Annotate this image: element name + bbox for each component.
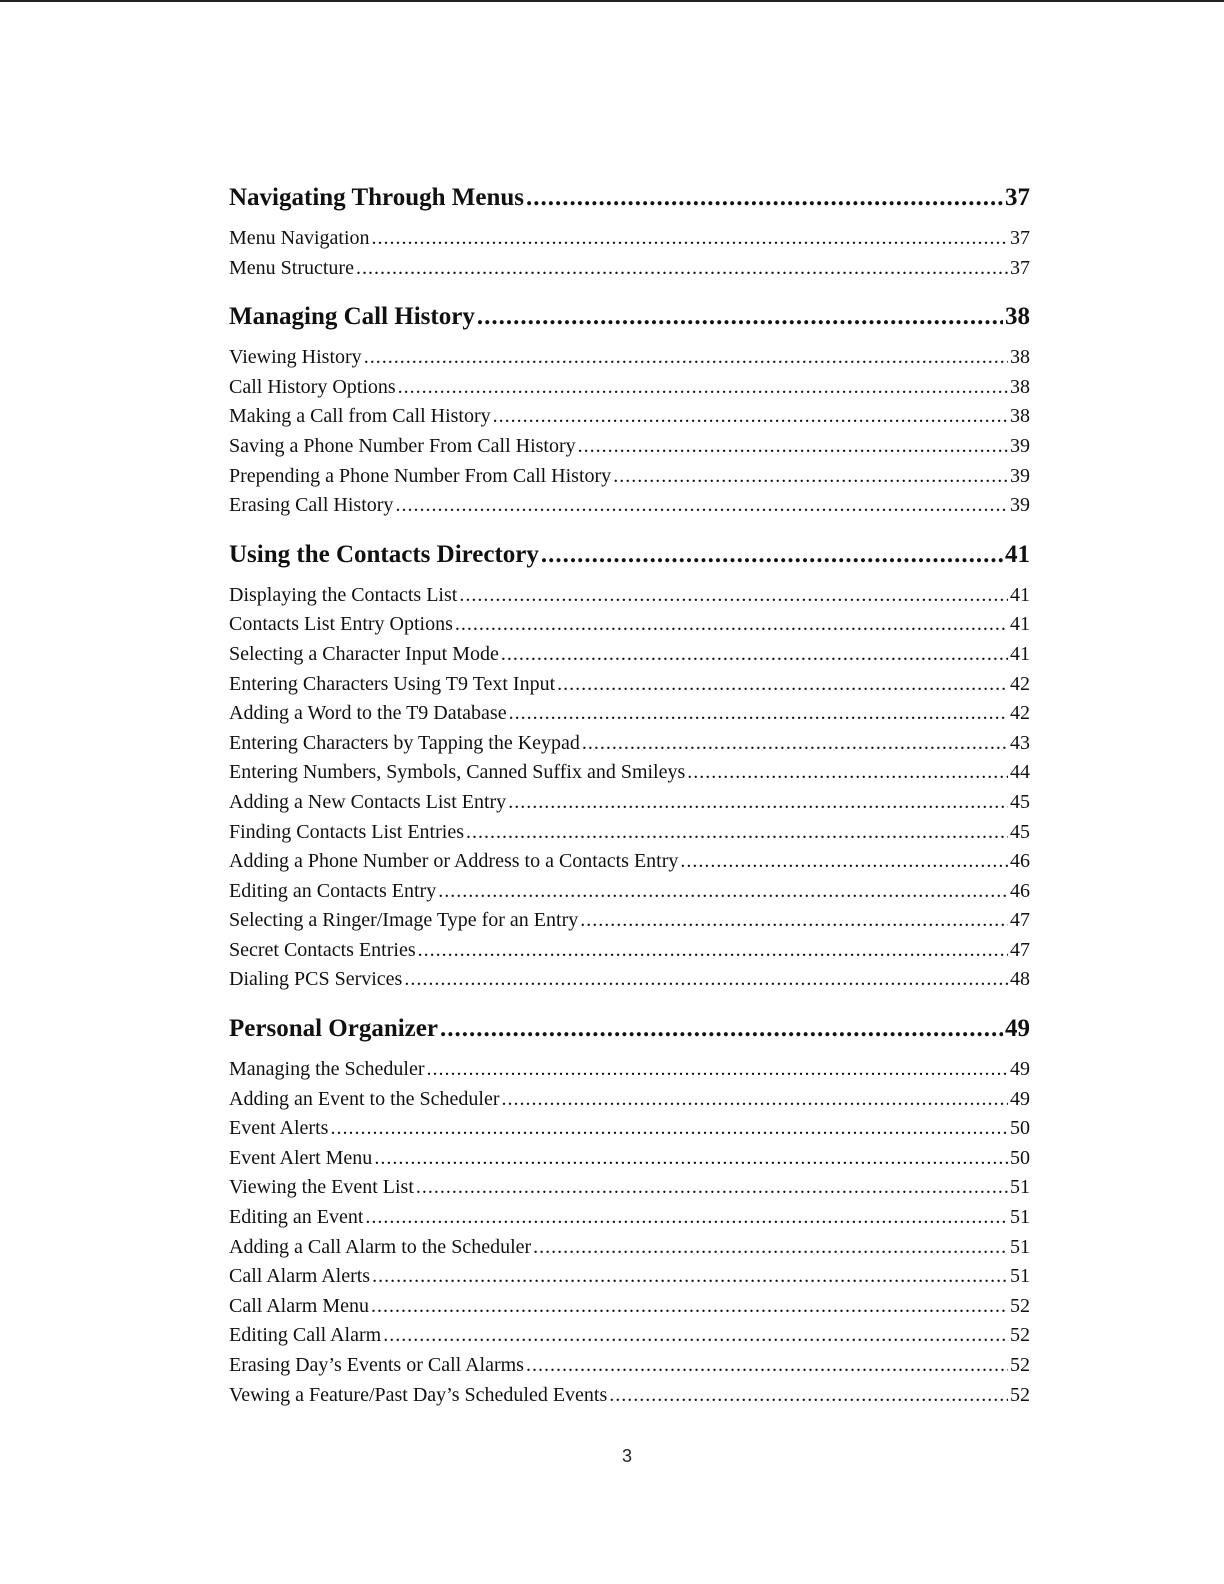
- entry-title: Call History Options: [229, 375, 396, 398]
- entry-page: 51: [1010, 1265, 1030, 1288]
- dot-leader: [502, 1085, 1009, 1115]
- entry-page: 50: [1010, 1117, 1030, 1140]
- section-heading[interactable]: [229, 297, 1030, 337]
- dot-leader: [526, 178, 1003, 218]
- entry-page: 42: [1010, 702, 1030, 725]
- entry-title: Selecting a Character Input Mode: [229, 642, 499, 665]
- dot-leader: [418, 936, 1008, 966]
- dot-leader: [509, 699, 1008, 729]
- dot-leader: [477, 297, 1003, 337]
- toc-entry[interactable]: [229, 818, 1030, 848]
- entry-page: 37: [1010, 227, 1030, 249]
- dot-leader: [526, 1351, 1008, 1381]
- toc-entry[interactable]: [229, 462, 1030, 492]
- dot-leader: [372, 1262, 1008, 1292]
- entry-title: Adding a Word to the T9 Database: [229, 702, 507, 725]
- dot-leader: [613, 462, 1008, 492]
- section-entries: [229, 581, 1030, 995]
- entry-title: Editing an Contacts Entry: [229, 879, 437, 902]
- entry-page: 52: [1010, 1324, 1030, 1347]
- toc-entry[interactable]: [229, 581, 1030, 611]
- dot-leader: [372, 224, 1008, 254]
- section-heading[interactable]: [229, 535, 1030, 575]
- toc-entry[interactable]: [229, 491, 1030, 521]
- section-page: 49: [1005, 1015, 1030, 1043]
- entry-page: 45: [1010, 790, 1030, 813]
- toc-entry[interactable]: [229, 1262, 1030, 1292]
- entry-page: 47: [1010, 909, 1030, 932]
- entry-page: 49: [1010, 1058, 1030, 1081]
- entry-page: 52: [1010, 1354, 1030, 1376]
- toc-entry[interactable]: [229, 1203, 1030, 1233]
- entry-page: 51: [1010, 1176, 1030, 1199]
- toc-entry[interactable]: [229, 373, 1030, 403]
- entry-title: Dialing PCS Services: [229, 968, 403, 991]
- toc-entry[interactable]: [229, 343, 1030, 373]
- entry-page: 43: [1010, 731, 1030, 754]
- entry-page: 47: [1010, 938, 1030, 961]
- dot-leader: [395, 491, 1008, 521]
- dot-leader: [609, 1381, 1008, 1411]
- section-title: Using the Contacts Directory: [229, 540, 539, 568]
- dot-leader: [416, 1173, 1008, 1203]
- entry-title: Adding a Phone Number or Address to a Contacts Entry: [229, 850, 679, 873]
- dot-leader: [438, 877, 1008, 907]
- dot-leader: [383, 1321, 1008, 1351]
- dot-leader: [364, 343, 1008, 373]
- toc-entry[interactable]: [229, 1381, 1030, 1411]
- toc-entry[interactable]: [229, 965, 1030, 995]
- entry-title: Call Alarm Alerts: [229, 1265, 371, 1288]
- toc-entry[interactable]: [229, 1173, 1030, 1203]
- top-border-rule: [0, 0, 1224, 2]
- toc-entry[interactable]: [229, 1351, 1030, 1381]
- entry-title: Menu Navigation: [229, 227, 370, 249]
- toc-entry[interactable]: [229, 906, 1030, 936]
- entry-title: Displaying the Contacts List: [229, 583, 458, 606]
- toc-entry[interactable]: [229, 847, 1030, 877]
- toc-entry[interactable]: [229, 699, 1030, 729]
- entry-title: Entering Characters Using T9 Text Input: [229, 672, 556, 695]
- entry-title: Secret Contacts Entries: [229, 938, 416, 961]
- entry-title: Erasing Day’s Events or Call Alarms: [229, 1354, 524, 1376]
- dot-leader: [578, 432, 1008, 462]
- entry-title: Adding a New Contacts List Entry: [229, 790, 507, 813]
- dot-leader: [582, 729, 1008, 759]
- entry-page: 44: [1010, 761, 1030, 784]
- section-heading[interactable]: [229, 1009, 1030, 1049]
- dot-leader: [459, 581, 1008, 611]
- toc-entry[interactable]: [229, 936, 1030, 966]
- dot-leader: [493, 402, 1008, 432]
- toc-entry[interactable]: [229, 1233, 1030, 1263]
- dot-leader: [371, 1292, 1008, 1322]
- entry-title: Vewing a Feature/Past Day’s Scheduled Events: [229, 1383, 608, 1406]
- section-heading[interactable]: [229, 178, 1030, 218]
- entry-page: 41: [1010, 642, 1030, 665]
- entry-title: Event Alert Menu: [229, 1146, 373, 1169]
- entry-page: 46: [1010, 879, 1030, 902]
- toc-entry[interactable]: [229, 640, 1030, 670]
- toc-entry[interactable]: [229, 788, 1030, 818]
- entry-title: Adding an Event to the Scheduler: [229, 1087, 500, 1110]
- entry-page: 37: [1010, 256, 1030, 279]
- toc-entry[interactable]: [229, 1055, 1030, 1085]
- entry-page: 52: [1010, 1383, 1030, 1406]
- entry-page: 51: [1010, 1206, 1030, 1229]
- entry-page: 42: [1010, 672, 1030, 695]
- entry-title: Editing Call Alarm: [229, 1324, 382, 1347]
- entry-page: 39: [1010, 494, 1030, 517]
- dot-leader: [508, 788, 1008, 818]
- section-page: 37: [1005, 184, 1030, 211]
- entry-title: Entering Numbers, Symbols, Canned Suffix and Smileys: [229, 761, 686, 784]
- entry-title: Finding Contacts List Entries: [229, 820, 464, 843]
- dot-leader: [356, 254, 1008, 284]
- entry-page: 51: [1010, 1235, 1030, 1258]
- entry-page: 46: [1010, 850, 1030, 873]
- entry-page: 38: [1010, 346, 1030, 369]
- entry-page: 38: [1010, 375, 1030, 398]
- toc-entry[interactable]: [229, 254, 1030, 284]
- entry-title: Entering Characters by Tapping the Keypad: [229, 731, 580, 754]
- entry-title: Adding a Call Alarm to the Scheduler: [229, 1235, 532, 1258]
- toc-entry[interactable]: [229, 877, 1030, 907]
- entry-page: 48: [1010, 968, 1030, 991]
- section-entries: [229, 343, 1030, 521]
- entry-page: 45: [1010, 820, 1030, 843]
- section-page: 38: [1005, 303, 1030, 331]
- dot-leader: [374, 1144, 1008, 1174]
- toc-entry[interactable]: [229, 1114, 1030, 1144]
- section-title: Navigating Through Menus: [229, 184, 524, 211]
- dot-leader: [330, 1114, 1008, 1144]
- entry-title: Making a Call from Call History: [229, 405, 491, 428]
- dot-leader: [687, 758, 1008, 788]
- entry-page: 41: [1010, 583, 1030, 606]
- entry-page: 52: [1010, 1294, 1030, 1317]
- toc-entry[interactable]: [229, 402, 1030, 432]
- dot-leader: [455, 610, 1008, 640]
- section-entries: [229, 1055, 1030, 1410]
- dot-leader: [580, 906, 1008, 936]
- entry-page: 38: [1010, 405, 1030, 428]
- entry-page: 39: [1010, 434, 1030, 457]
- entry-title: Selecting a Ringer/Image Type for an Entry: [229, 909, 579, 932]
- toc-entry[interactable]: [229, 1321, 1030, 1351]
- dot-leader: [680, 847, 1008, 877]
- section-entries: [229, 224, 1030, 283]
- entry-title: Erasing Call History: [229, 494, 394, 517]
- toc-entry[interactable]: [229, 1144, 1030, 1174]
- entry-page: 50: [1010, 1146, 1030, 1169]
- entry-title: Event Alerts: [229, 1117, 329, 1140]
- section-title: Personal Organizer: [229, 1015, 438, 1043]
- entry-title: Editing an Event: [229, 1206, 364, 1229]
- section-page: 41: [1005, 540, 1030, 568]
- entry-title: Managing the Scheduler: [229, 1058, 425, 1081]
- entry-title: Viewing the Event List: [229, 1176, 414, 1199]
- entry-title: Contacts List Entry Options: [229, 613, 453, 636]
- toc-entry[interactable]: [229, 224, 1030, 254]
- entry-page: 39: [1010, 464, 1030, 487]
- toc-entry[interactable]: [229, 758, 1030, 788]
- entry-title: Viewing History: [229, 346, 362, 369]
- dot-leader: [541, 535, 1003, 575]
- entry-title: Saving a Phone Number From Call History: [229, 434, 576, 457]
- toc-entry[interactable]: [229, 610, 1030, 640]
- section-title: Managing Call History: [229, 303, 475, 331]
- dot-leader: [365, 1203, 1008, 1233]
- dot-leader: [404, 965, 1008, 995]
- entry-title: Prepending a Phone Number From Call History: [229, 464, 612, 487]
- entry-title: Menu Structure: [229, 256, 354, 279]
- dot-leader: [440, 1009, 1003, 1049]
- dot-leader: [466, 818, 1008, 848]
- table-of-contents: [229, 178, 1030, 1410]
- dot-leader: [398, 373, 1008, 403]
- entry-page: 49: [1010, 1087, 1030, 1110]
- toc-entry[interactable]: [229, 670, 1030, 700]
- toc-entry[interactable]: [229, 1292, 1030, 1322]
- dot-leader: [533, 1233, 1008, 1263]
- entry-title: Call Alarm Menu: [229, 1294, 369, 1317]
- page-number: 3: [621, 1446, 632, 1466]
- dot-leader: [557, 670, 1008, 700]
- toc-entry[interactable]: [229, 432, 1030, 462]
- entry-page: 41: [1010, 613, 1030, 636]
- dot-leader: [501, 640, 1008, 670]
- toc-entry[interactable]: [229, 1085, 1030, 1115]
- toc-entry[interactable]: [229, 729, 1030, 759]
- dot-leader: [427, 1055, 1009, 1085]
